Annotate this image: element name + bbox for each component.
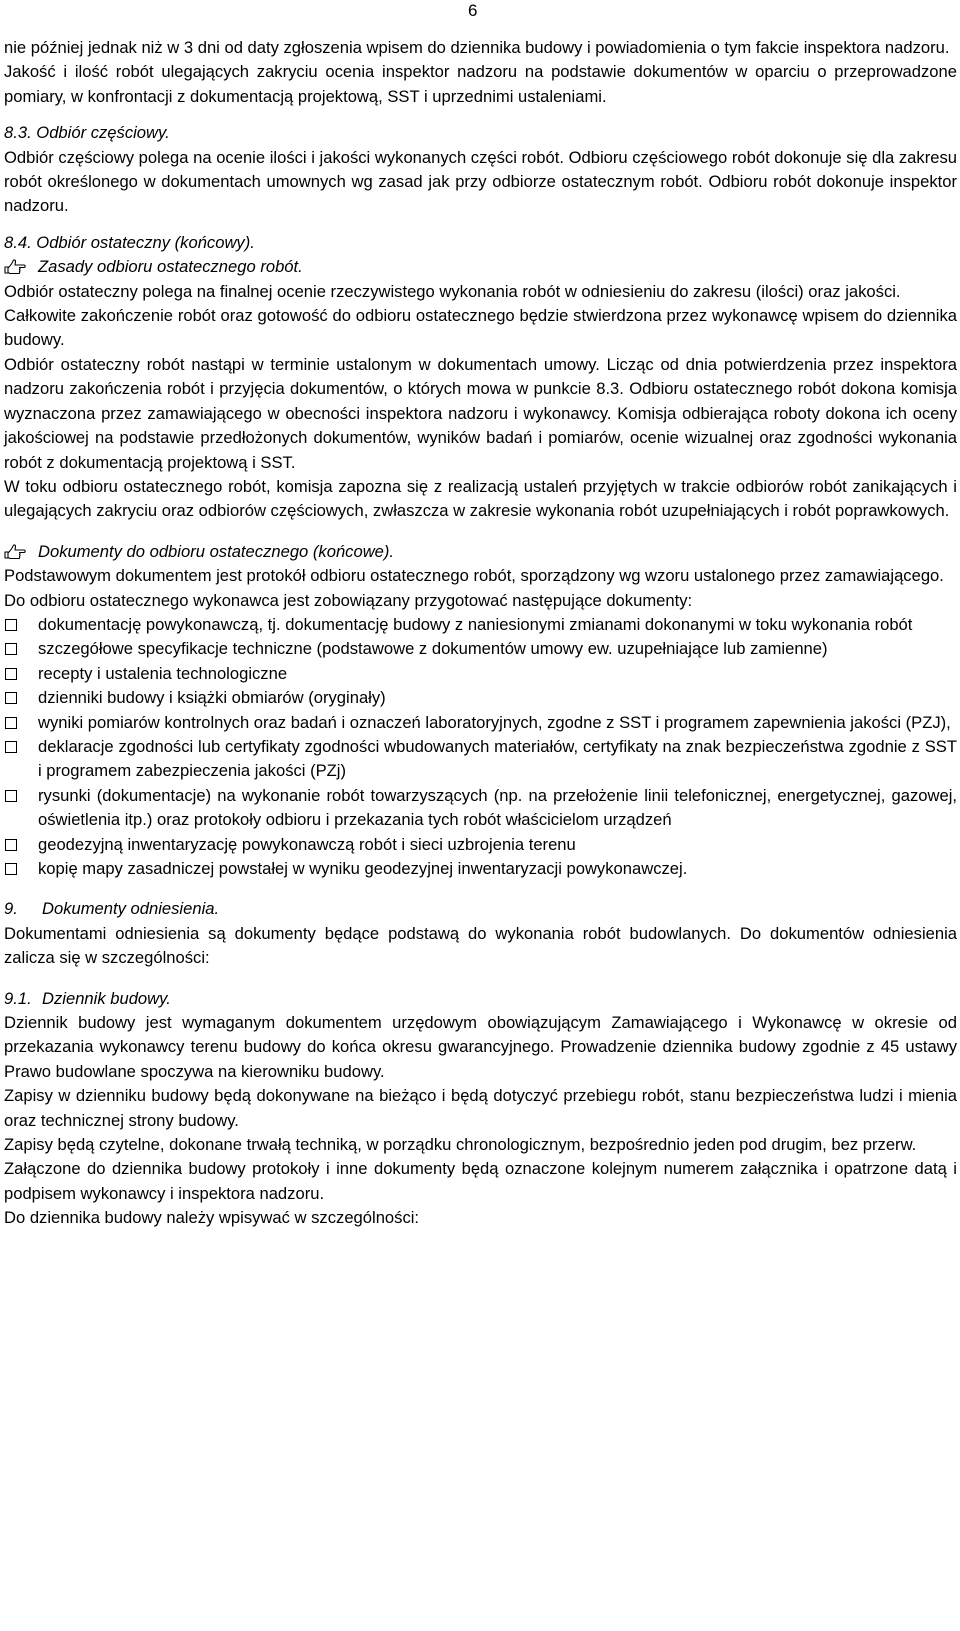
document-body bbox=[4, 36, 957, 1231]
paragraph: Zapisy będą czytelne, dokonane trwałą techniką, w porządku chronologicznym, bezpośrednio jeden pod drugim, bez przerw. bbox=[4, 1135, 917, 1155]
checkbox-bullet-icon bbox=[5, 839, 17, 851]
paragraph: Zapisy w dzienniku budowy będą dokonywane na bieżąco i będą dotyczyć przebiegu robót, stanu bezpieczeństwa ludzi i mienia oraz technicznej strony budowy. bbox=[4, 1086, 957, 1130]
checkbox-bullet-icon bbox=[5, 863, 17, 875]
paragraph: Załączone do dziennika budowy protokoły i inne dokumenty będą oznaczone kolejnym numerem załącznika i opatrzone datą i podpisem wykonawcy i inspektora nadzoru. bbox=[4, 1159, 957, 1203]
pointing-hand-icon bbox=[4, 543, 26, 561]
paragraph: nie później jednak niż w 3 dni od daty zgłoszenia wpisem do dziennika budowy i powiadomienia o tym fakcie inspektora nadzoru. bbox=[4, 38, 950, 57]
pointing-hand-icon bbox=[4, 258, 26, 276]
list-item: recepty i ustalenia technologiczne bbox=[4, 662, 957, 686]
list-item: geodezyjną inwentaryzację powykonawczą robót i sieci uzbrojenia terenu bbox=[4, 833, 957, 857]
list-item: rysunki (dokumentacje) na wykonanie robót towarzyszących (np. na przełożenie linii telefonicznej, energetycznej, gazowej, oświetlenia itp.) oraz protokoły odbioru i przekazania tych robót właścicielom urządzeń bbox=[4, 784, 957, 833]
checkbox-bullet-icon bbox=[5, 668, 17, 680]
document-checklist bbox=[4, 613, 957, 881]
list-item: dzienniki budowy i książki obmiarów (oryginały) bbox=[4, 686, 957, 710]
section-heading-8-4: 8.4. Odbiór ostateczny (końcowy). bbox=[4, 232, 255, 252]
list-item: szczegółowe specyfikacje techniczne (podstawowe z dokumentów umowy ew. uzupełniające lub zamienne) bbox=[4, 637, 957, 661]
page-number: 6 bbox=[468, 1, 478, 20]
paragraph: Odbiór ostateczny robót nastąpi w terminie ustalonym w dokumentach umowy. Licząc od dnia potwierdzenia przez inspektora nadzoru zakończenia robót i przyjęcia dokumentów, o których mowa w punkcie 8.3. Odbioru ostatecznego robót dokona komisja wyznaczona przez zamawiającego w obecności inspektora nadzoru i wykonawcy. Komisja odbierająca roboty dokona ich oceny jakościowej na podstawie przedłożonych dokumentów, wyników badań i pomiarów, ocenie wizualnej oraz zgodności wykonania robót z dokumentacją projektową i SST. bbox=[4, 354, 957, 472]
paragraph: Podstawowym dokumentem jest protokół odbioru ostatecznego robót, sporządzony wg wzoru ustalonego przez zamawiającego. bbox=[4, 566, 944, 586]
checkbox-bullet-icon bbox=[5, 741, 17, 753]
paragraph: W toku odbioru ostatecznego robót, komisja zapozna się z realizacją ustaleń przyjętych w trakcie odbiorów robót zanikających i ulegających zakryciu oraz odbiorów częściowych, zwłaszcza w zakresie wykonania robót uzupełniających i robót poprawkowych. bbox=[4, 476, 957, 521]
checkbox-bullet-icon bbox=[5, 692, 17, 704]
list-item: wyniki pomiarów kontrolnych oraz badań i oznaczeń laboratoryjnych, zgodne z SST i programem zapewnienia jakości (PZJ), bbox=[4, 711, 957, 735]
paragraph: Odbiór częściowy polega na ocenie ilości i jakości wykonanych części robót. Odbioru częściowego robót dokonuje się dla zakresu robót określonego w dokumentach umownych wg zasad jak przy odbiorze ostatecznym robót. Odbioru robót dokonuje inspektor nadzoru. bbox=[4, 147, 957, 216]
list-item: kopię mapy zasadniczej powstałej w wyniku geodezyjnej inwentaryzacji powykonawczej. bbox=[4, 857, 957, 881]
subheading-dokumenty: Dokumenty do odbioru ostatecznego (końcowe). bbox=[4, 540, 957, 564]
checkbox-bullet-icon bbox=[5, 643, 17, 655]
list-item: deklaracje zgodności lub certyfikaty zgodności wbudowanych materiałów, certyfikaty na znak bezpieczeństwa zgodnie z SST i programem zabezpieczenia jakości (PZj) bbox=[4, 735, 957, 784]
paragraph: Dokumentami odniesienia są dokumenty będące podstawą do wykonania robót budowlanych. Do dokumentów odniesienia zalicza się w szczególności: bbox=[4, 923, 957, 968]
paragraph: Do dziennika budowy należy wpisywać w szczególności: bbox=[4, 1208, 420, 1228]
paragraph: Odbiór ostateczny polega na finalnej ocenie rzeczywistego wykonania robót w odniesieniu do zakresu (ilości) oraz jakości. bbox=[4, 281, 901, 301]
section-heading-9-1: 9.1. Dziennik budowy. bbox=[4, 988, 171, 1008]
paragraph: Do odbioru ostatecznego wykonawca jest zobowiązany przygotować następujące dokumenty: bbox=[4, 590, 693, 610]
list-item: dokumentację powykonawczą, tj. dokumentację budowy z naniesionymi zmianami dokonanymi w toku wykonania robót bbox=[4, 613, 957, 637]
paragraph: Całkowite zakończenie robót oraz gotowość do odbioru ostatecznego będzie stwierdzona przez wykonawcę wpisem do dziennika budowy. bbox=[4, 306, 957, 350]
section-heading-9: 9. Dokumenty odniesienia. bbox=[4, 899, 220, 919]
checkbox-bullet-icon bbox=[5, 790, 17, 802]
section-heading-8-3: 8.3. Odbiór częściowy. bbox=[4, 123, 170, 143]
checkbox-bullet-icon bbox=[5, 619, 17, 631]
checkbox-bullet-icon bbox=[5, 717, 17, 729]
paragraph: Jakość i ilość robót ulegających zakryciu ocenia inspektor nadzoru na podstawie dokumentów w oparciu o przeprowadzone pomiary, w konfrontacji z dokumentacją projektową, SST i uprzednimi ustaleniami. bbox=[4, 62, 957, 106]
subheading-zasady: Zasady odbioru ostatecznego robót. bbox=[4, 255, 957, 279]
paragraph: Dziennik budowy jest wymaganym dokumentem urzędowym obowiązującym Zamawiającego i Wykonawcę w okresie od przekazania wykonawcy terenu budowy do końca okresu gwarancyjnego. Prowadzenie dziennika budowy zgodnie z 45 ustawy Prawo budowlane spoczywa na kierowniku budowy. bbox=[4, 1013, 957, 1081]
